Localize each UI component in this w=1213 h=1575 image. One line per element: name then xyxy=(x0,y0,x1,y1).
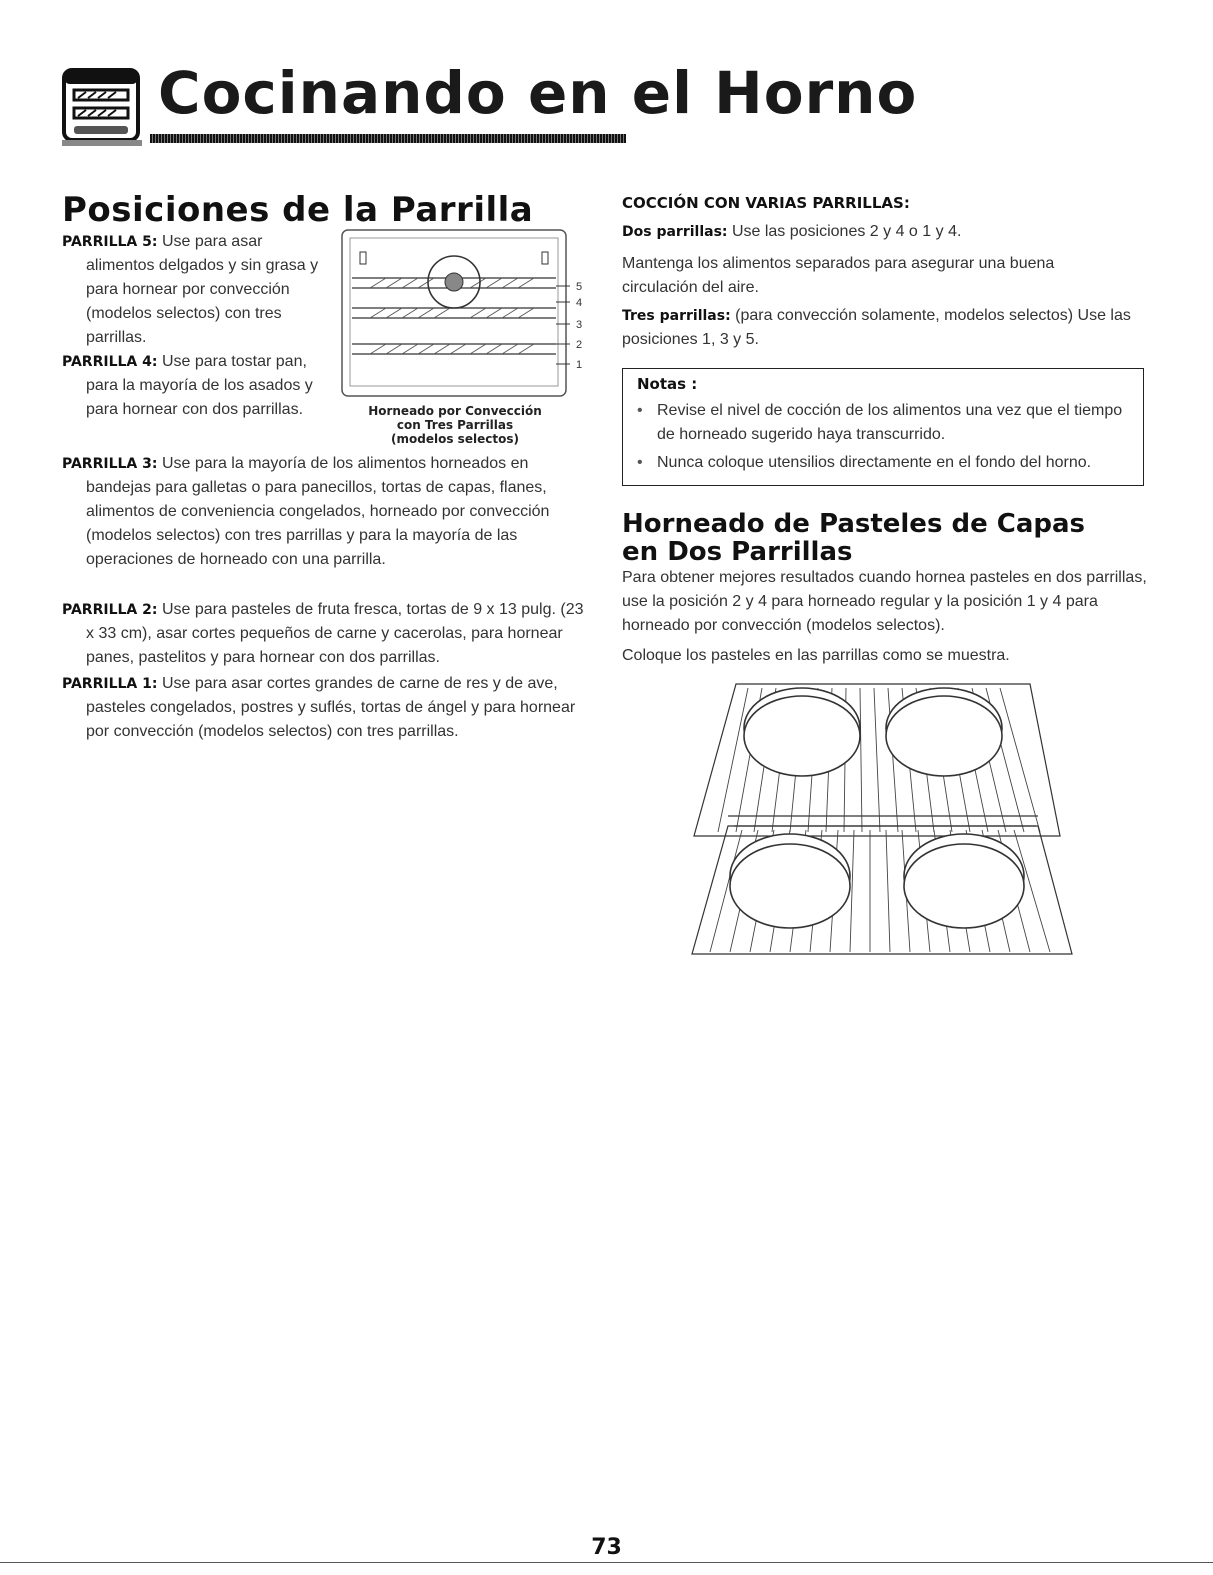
notes-title: Notas : xyxy=(637,375,698,393)
note-item: • Revise el nivel de cocción de los alimentos una vez que el tiempo de horneado sugerido haya transcurrido. xyxy=(657,399,1137,447)
rack-item xyxy=(62,598,590,670)
rack-label: PARRILLA 4: xyxy=(62,354,158,370)
rack-number-1: 1 xyxy=(576,359,583,371)
oven-rack-diagram xyxy=(330,226,600,406)
rack-text: Use para asar cortes grandes de carne de res y de ave, pasteles congelados, postres y suflés, tortas de ángel y para hornear por convección (modelos selectos) con tres parrillas. xyxy=(86,675,576,740)
caption-line: Horneado por Convección xyxy=(368,404,542,418)
layer-cakes-paragraph: Para obtener mejores resultados cuando hornea pasteles en dos parrillas, use la posición 2 y 4 para horneado regular y la posición 1 y 4 para horneado por convección (modelos selectos). xyxy=(622,569,1147,634)
rack-item xyxy=(62,672,590,744)
section-title-layer-cakes xyxy=(622,510,1142,566)
rack-text: Use para pasteles de fruta fresca, tortas de 9 x 13 pulg. (23 x 33 cm), asar cortes pequeños de carne y cacerolas, para hornear panes, pastelitos y para hornear con dos parrillas. xyxy=(86,601,584,666)
rack-label: PARRILLA 2: xyxy=(62,602,158,618)
rack-text: Use para la mayoría de los alimentos horneados en bandejas para galletas o para panecillos, tortas de capas, flanes, alimentos de conveniencia congelados, horneado por convección (modelos selectos) con tres parrillas y para la mayoría de las operaciones de horneado con una parrilla. xyxy=(86,455,550,568)
three-racks-label: Tres parrillas: xyxy=(622,308,731,324)
header-rule xyxy=(150,134,626,143)
rack-item xyxy=(62,350,324,422)
caption-line: con Tres Parrillas xyxy=(396,418,514,432)
keep-separate-paragraph: Mantenga los alimentos separados para asegurar una buena circulación del aire. xyxy=(622,255,1055,296)
placement-paragraph: Coloque los pasteles en las parrillas como se muestra. xyxy=(622,647,1010,664)
rack-number-5: 5 xyxy=(576,281,583,293)
three-racks-text: (para convección solamente, modelos selectos) Use las posiciones 1, 3 y 5. xyxy=(622,307,1131,348)
diagram-caption xyxy=(350,404,560,446)
section-title-rack-positions: Posiciones de la Parrilla xyxy=(62,190,534,230)
note-item: • Nunca coloque utensilios directamente en el fondo del horno. xyxy=(657,451,1137,475)
rack-label: PARRILLA 5: xyxy=(62,234,158,250)
oven-icon xyxy=(62,66,146,150)
two-racks-text: Use las posiciones 2 y 4 o 1 y 4. xyxy=(731,223,962,240)
three-racks-paragraph xyxy=(622,304,1142,352)
rack-number-3: 3 xyxy=(576,319,583,331)
rack-number-4: 4 xyxy=(576,297,583,309)
multi-rack-heading: COCCIÓN CON VARIAS PARRILLAS: xyxy=(622,194,910,212)
rack-text: Use para asar alimentos delgados y sin grasa y para hornear por convección (modelos selectos) con tres parrillas. xyxy=(86,233,319,346)
title-line: en Dos Parrillas xyxy=(622,537,853,567)
two-racks-paragraph xyxy=(622,220,1142,244)
rack-item xyxy=(62,452,590,572)
cake-placement-diagram xyxy=(688,676,1078,958)
rack-label: PARRILLA 1: xyxy=(62,676,158,692)
page-number: 73 xyxy=(591,1535,622,1560)
rack-number-2: 2 xyxy=(576,339,583,351)
bottom-rule xyxy=(0,1562,1213,1563)
notes-box xyxy=(622,368,1144,486)
caption-line: (modelos selectos) xyxy=(391,432,519,446)
rack-label: PARRILLA 3: xyxy=(62,456,158,472)
two-racks-label: Dos parrillas: xyxy=(622,224,728,240)
notes-list xyxy=(623,399,1137,479)
rack-text: Use para tostar pan, para la mayoría de los asados y para hornear con dos parrillas. xyxy=(86,353,313,418)
page-header-title: Cocinando en el Horno xyxy=(158,59,918,127)
title-line: Horneado de Pasteles de Capas xyxy=(622,509,1086,539)
rack-item xyxy=(62,230,324,350)
